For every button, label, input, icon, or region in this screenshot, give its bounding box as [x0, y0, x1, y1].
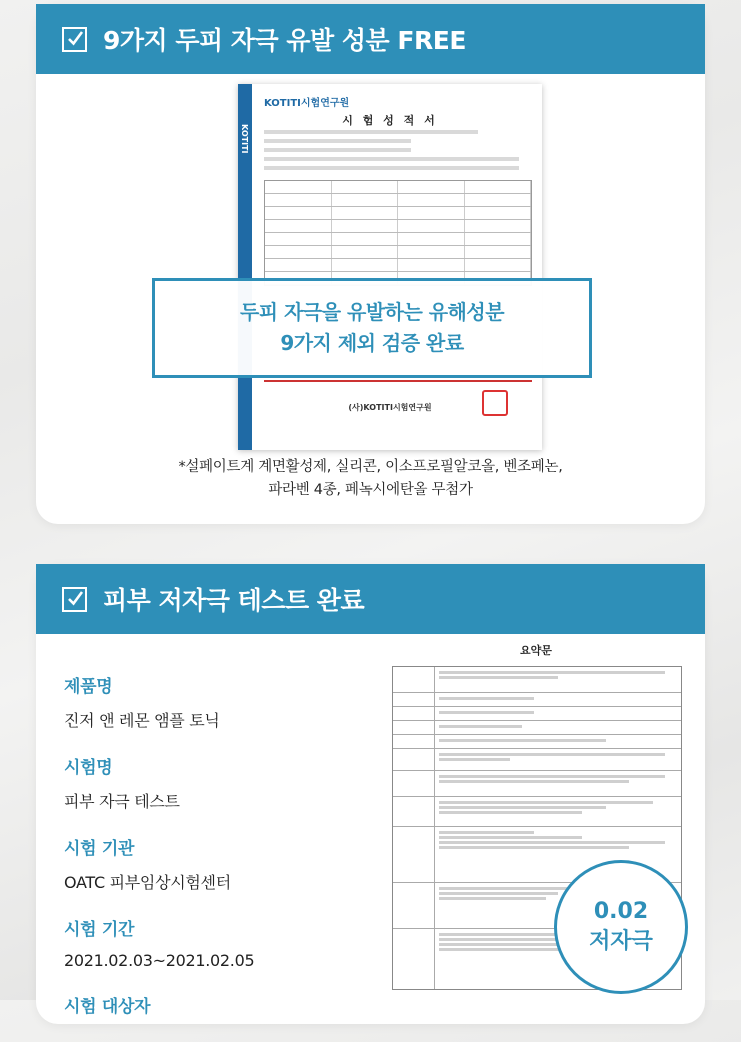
badge-score: 0.02: [593, 899, 649, 924]
checkbox-icon: [62, 587, 87, 612]
test-info-list: [64, 672, 254, 1028]
info-value-product: 진저 앤 레몬 앰플 토닉: [64, 711, 220, 730]
info-label-subjects: 시험 대상자: [64, 997, 151, 1017]
section-card-irritation-test: [36, 564, 705, 1024]
irritation-score-badge: [554, 860, 688, 994]
callout-line-2: 9가지 제외 검증 완료: [280, 331, 464, 355]
badge-label: 저자극: [589, 929, 653, 954]
info-value-test-name: 피부 자극 테스트: [64, 792, 180, 811]
report-logo: KOTITI시험연구원: [264, 98, 350, 109]
footnote-line-2: 파라벤 4종, 페녹시에탄올 무첨가: [268, 482, 473, 499]
verification-callout: [152, 278, 592, 378]
section-header: [36, 564, 705, 634]
ingredient-footnote: [36, 456, 705, 502]
report-header-lines: [264, 130, 532, 175]
footnote-line-1: *설페이트계 계면활성제, 실리콘, 이소프로필알코올, 벤조페논,: [178, 459, 563, 475]
section-title: 9가지 두피 자극 유발 성분 FREE: [103, 26, 466, 55]
checkbox-icon: [62, 27, 87, 52]
report-footer: (사)KOTITI시험연구원: [348, 403, 432, 412]
seal-stamp: [482, 390, 508, 416]
info-value-period: 2021.02.03~2021.02.05: [64, 951, 255, 970]
info-label-test-name: 시험명: [64, 758, 113, 778]
info-label-institution: 시험 기관: [64, 839, 135, 859]
report-side-label: KOTITI: [240, 124, 249, 154]
report-table: [264, 180, 532, 286]
section-title: 피부 저자극 테스트 완료: [103, 586, 365, 615]
info-value-institution: OATC 피부임상시험센터: [64, 873, 231, 892]
summary-title: 요약문: [520, 644, 552, 657]
section-header: [36, 4, 705, 74]
section-card-ingredients: [36, 4, 705, 524]
info-label-period: 시험 기간: [64, 920, 135, 940]
info-label-product: 제품명: [64, 677, 113, 697]
callout-line-1: 두피 자극을 유발하는 유해성분: [239, 300, 505, 324]
report-side-bar: [238, 84, 252, 450]
report-divider: [264, 380, 532, 382]
report-title: 시 험 성 적 서: [342, 114, 438, 127]
test-report-image: [238, 84, 542, 450]
